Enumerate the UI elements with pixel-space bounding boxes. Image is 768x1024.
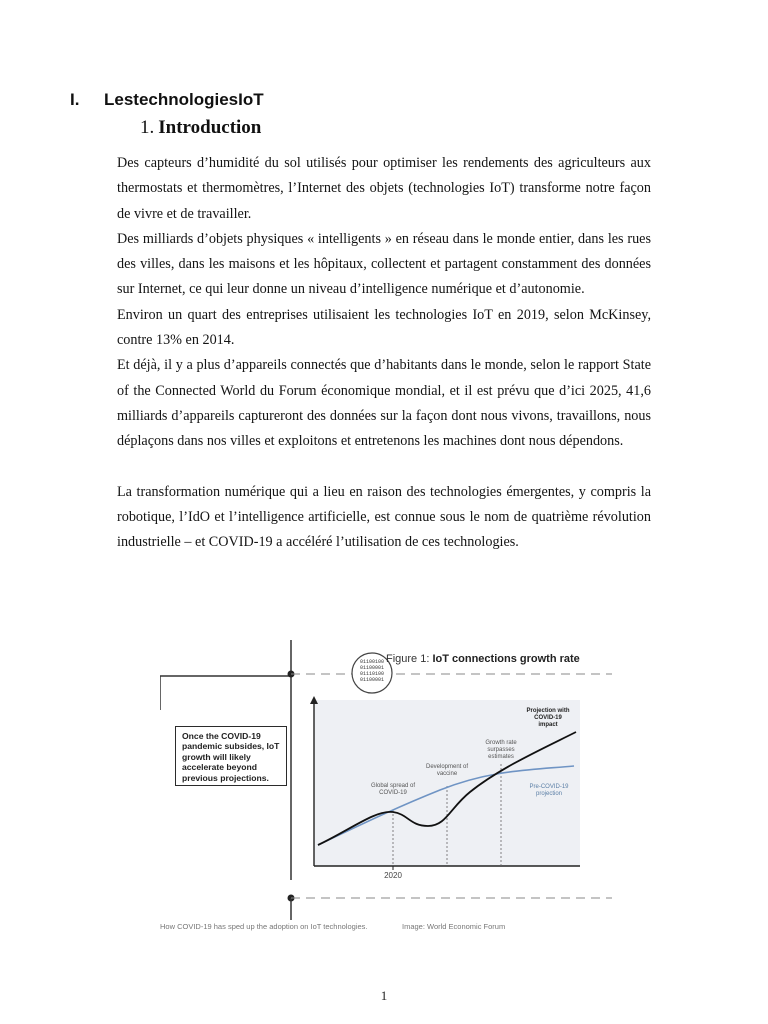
subsection-title: Introduction bbox=[158, 117, 262, 138]
paragraph: La transformation numérique qui a lieu en raison des technologies émergentes, y compris la robotique, l’IdO et l’intelligence artificielle, est connue sous le nom de quatrième révolution industrielle – et COVID-19 a accéléré l’utilisation de ces technologies. bbox=[117, 483, 651, 551]
page-number: 1 bbox=[380, 988, 388, 1003]
annotation-projection-covid: Projection with COVID-19 impact bbox=[526, 708, 570, 728]
paragraph: Des capteurs d’humidité du sol utilisés pour optimiser les rendements des agriculteurs aux thermostats et thermomètres, l’Internet des objets (technologies IoT) transforme notre façon de vivre et de travailler. bbox=[117, 155, 651, 222]
paragraph: Environ un quart des entreprises utilisaient les technologies IoT en 2019, selon McKinsey, contre 13% en 2014. bbox=[117, 306, 651, 349]
subsection-heading bbox=[140, 117, 261, 139]
figure-caption: How COVID-19 has sped up the adoption on IoT technologies. bbox=[160, 922, 368, 931]
body-text bbox=[117, 151, 651, 555]
figure-credit: Image: World Economic Forum bbox=[402, 922, 506, 931]
section-heading bbox=[70, 90, 264, 110]
iot-growth-figure bbox=[160, 640, 612, 940]
annotation-growth-rate: Growth rate surpasses estimates bbox=[485, 740, 517, 760]
subsection-number: 1. bbox=[140, 117, 155, 138]
figure-title-prefix: Figure 1: bbox=[386, 653, 430, 665]
paragraph: Des milliards d’objets physiques « intelligents » en réseau dans le monde entier, dans les rues des villes, dans les maisons et les hôpitaux, collectent et partagent constamment des données sur Internet, ce qui leur donne un niveau d’intelligence numérique et d’autonomie. bbox=[117, 230, 651, 298]
paragraph: Et déjà, il y a plus d’appareils connectés que d’habitants dans le monde, selon le rapport State of the Connected World du Forum économique mondial, et il est prévu que d’ici 2025, 41,6 milliards d’appareils captureront des données sur la façon dont nous vivons, travaillons, nous déplaçons dans nos villes et exploitons et entretenons les machines dont nous dépendons. bbox=[117, 357, 651, 450]
section-number: I. bbox=[70, 90, 80, 109]
annotation-pre-covid: Pre-COVID-19 projection bbox=[529, 784, 569, 797]
binary-line: 01100001 bbox=[359, 665, 384, 671]
binary-line: 01110100 bbox=[359, 671, 384, 677]
figure-title-text: IoT connections growth rate bbox=[432, 653, 580, 665]
binary-text bbox=[357, 659, 387, 683]
binary-line: 01100100 bbox=[359, 659, 384, 665]
annotation-global-spread: Global spread of COVID-19 bbox=[370, 783, 416, 796]
x-tick-label: 2020 bbox=[384, 871, 402, 880]
figure-title bbox=[386, 653, 580, 665]
binary-line: 01100001 bbox=[359, 677, 384, 683]
annotation-vaccine: Development of vaccine bbox=[425, 764, 469, 777]
section-title: LestechnologiesIoT bbox=[104, 90, 264, 109]
callout-box: Once the COVID-19 pandemic subsides, IoT growth will likely accelerate beyond previous projections. bbox=[175, 726, 287, 786]
